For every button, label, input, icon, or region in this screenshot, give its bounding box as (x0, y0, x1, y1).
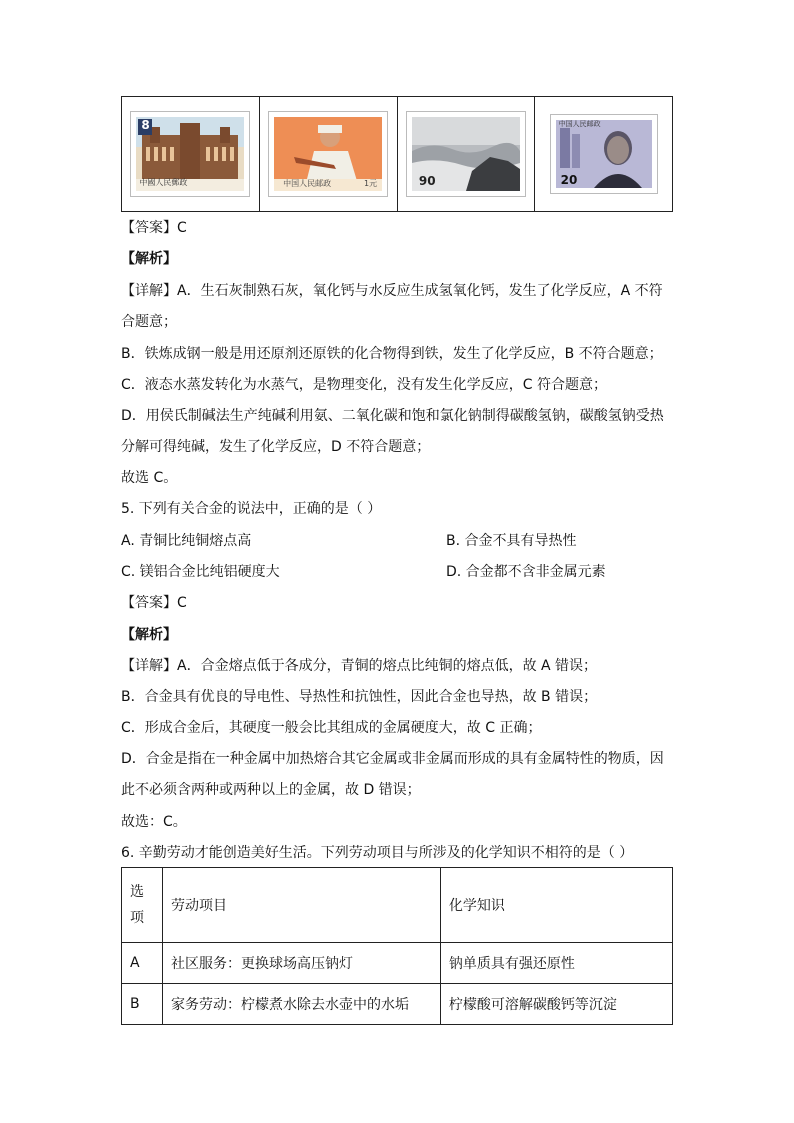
q4-detail-d-line1: D．用侯氏制碱法生产纯碱利用氨、二氧化碳和饱和氯化钠制得碳酸氢钠，碳酸氢钠受热 (121, 408, 664, 424)
header-option-line1: 选 (130, 884, 144, 900)
stamp-cell-1 (122, 97, 260, 211)
header-option-cell (122, 868, 163, 943)
q5-option-c: C. 镁铝合金比纯铝硬度大 (121, 564, 280, 580)
stamp-cell-2 (260, 97, 398, 211)
q5-stem: 5. 下列有关合金的说法中，正确的是（ ） (121, 501, 382, 517)
q5-detail-d-line2: 此不必须含两种或两种以上的金属，故 D 错误； (121, 782, 421, 798)
table-row (122, 943, 673, 984)
q5-option-d: D. 合金都不含非金属元素 (446, 564, 606, 580)
q4-detail-d-line2: 分解可得纯碱，发生了化学反应，D 不符合题意； (121, 439, 431, 455)
q4-conclusion: 故选 C。 (121, 470, 178, 486)
row-a-labor: 社区服务：更换球场高压钠灯 (162, 943, 440, 984)
stamp-cell-3 (398, 97, 536, 211)
stamp-1-text: 中國人民郵政 (139, 178, 188, 187)
table-row (122, 984, 673, 1025)
stamp-2-value: 1元 (364, 179, 378, 188)
header-option-line2: 项 (130, 910, 144, 926)
stamp-1-value: 8 (141, 118, 150, 132)
row-b-option: B (122, 984, 163, 1025)
stamp-sea-of-clouds-image (407, 112, 525, 196)
q5-conclusion: 故选：C。 (121, 814, 187, 830)
q5-option-b: B. 合金不具有导热性 (446, 533, 577, 549)
q4-detail-a-line2: 合题意； (121, 314, 177, 330)
q5-analysis-heading: 【解析】 (121, 627, 177, 643)
row-a-knowledge: 钠单质具有强还原性 (440, 943, 672, 984)
q5-detail-b: B．合金具有优良的导电性、导热性和抗蚀性，因此合金也导热，故 B 错误； (121, 689, 598, 705)
stamp-3-value: 90 (418, 174, 436, 188)
q4-analysis-heading: 【解析】 (121, 251, 177, 267)
row-b-labor: 家务劳动：柠檬煮水除去水壶中的水垢 (162, 984, 440, 1025)
table-header-row (122, 868, 673, 943)
stamp-4-text: 中国人民邮政 (558, 120, 601, 128)
stamp-cell-4 (535, 97, 672, 211)
q4-detail-b: B．铁炼成钢一般是用还原剂还原铁的化合物得到铁，发生了化学反应，B 不符合题意； (121, 346, 663, 362)
q6-table (121, 867, 673, 1025)
q4-detail-c: C．液态水蒸发转化为水蒸气，是物理变化，没有发生化学反应，C 符合题意； (121, 377, 607, 393)
q5-detail-c: C．形成合金后，其硬度一般会比其组成的金属硬度大，故 C 正确； (121, 720, 542, 736)
stamp-2-text: 中国人民邮政 (283, 179, 332, 188)
q5-option-a: A. 青铜比纯铜熔点高 (121, 533, 252, 549)
q5-detail-d-line1: D．合金是指在一种金属中加热熔合其它金属或非金属而形成的具有金属特性的物质，因 (121, 751, 664, 767)
q5-answer: 【答案】C (121, 595, 187, 611)
header-labor-item: 劳动项目 (162, 868, 440, 943)
stamps-table (121, 96, 673, 212)
stamp-worker-image (269, 112, 387, 196)
stamp-4-value: 20 (560, 173, 578, 187)
row-b-knowledge: 柠檬酸可溶解碳酸钙等沉淀 (440, 984, 672, 1025)
stamp-railway-station-image (131, 112, 249, 196)
row-a-option: A (122, 943, 163, 984)
q6-stem: 6. 辛勤劳动才能创造美好生活。下列劳动项目与所涉及的化学知识不相符的是（ ） (121, 845, 634, 861)
q4-detail-a-line1: 【详解】A．生石灰制熟石灰，氧化钙与水反应生成氢氧化钙，发生了化学反应，A 不符 (121, 283, 663, 299)
q5-detail-a: 【详解】A．合金熔点低于各成分，青铜的熔点比纯铜的熔点低，故 A 错误； (121, 658, 598, 674)
header-chem-knowledge: 化学知识 (440, 868, 672, 943)
stamp-portrait-image (551, 115, 657, 193)
q4-answer: 【答案】C (121, 220, 187, 236)
